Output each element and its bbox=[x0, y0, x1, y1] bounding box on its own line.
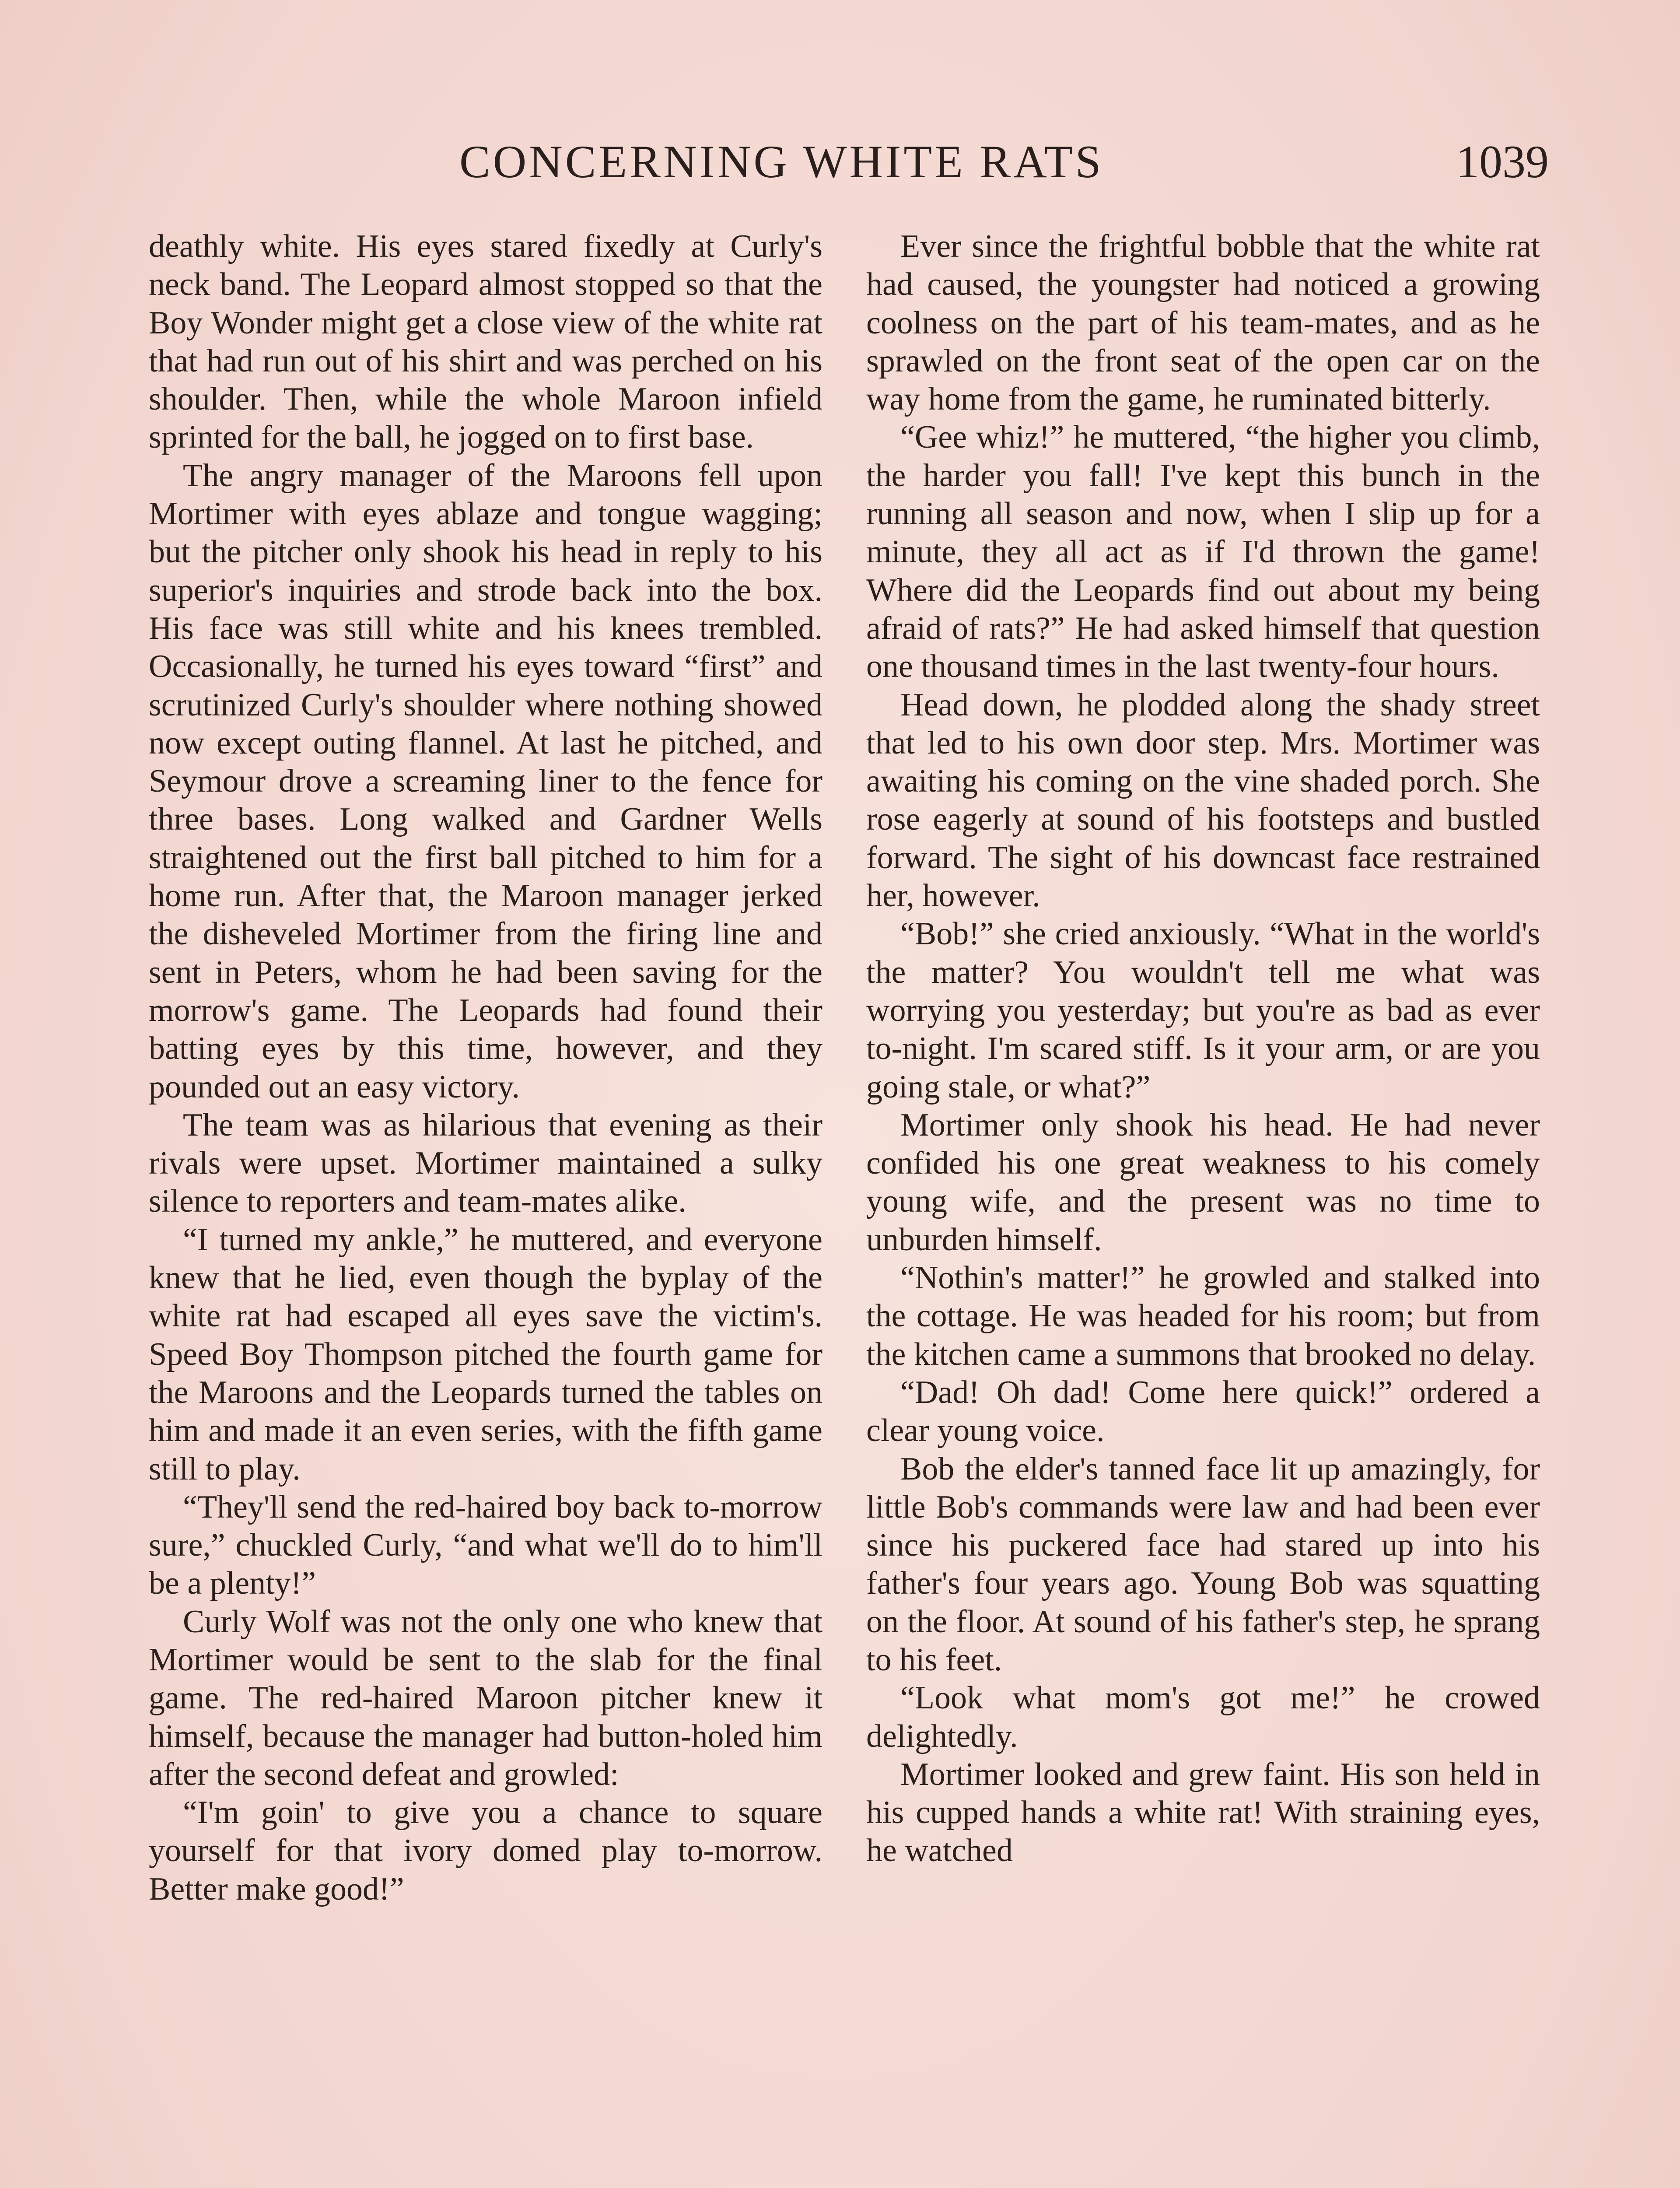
page-number: 1039 bbox=[1456, 136, 1549, 187]
paragraph: “I'm goin' to give you a chance to square yourself for that ivory domed play to-morrow. Better make good!” bbox=[149, 1795, 822, 1907]
paragraph: deathly white. His eyes stared fixedly at Curly's neck band. The Leopard almost stopped so that the Boy Wonder might get a close view of the white rat that had run out of his shirt and was perched on his shoulder. Then, while the whole Maroon infield sprinted for the ball, he jogged on to first base. bbox=[149, 228, 822, 456]
page-header bbox=[149, 131, 1549, 193]
text-columns bbox=[149, 228, 1540, 2188]
paragraph: Mortimer only shook his head. He had never confided his one great weakness to his comely young wife, and the present was no time to unburden himself. bbox=[866, 1107, 1540, 1258]
paragraph: “Gee whiz!” he muttered, “the higher you climb, the harder you fall! I've kept this bunch in the running all season and now, when I slip up for a minute, they all act as if I'd thrown the game! Where did the Leopards find out about my being afraid of rats?” He had asked himself that question one thousand times in the last twenty-four hours. bbox=[866, 419, 1540, 685]
running-title: CONCERNING WHITE RATS bbox=[459, 136, 1104, 187]
paragraph: Ever since the frightful bobble that the white rat had caused, the youngster had noticed a growing coolness on the part of his team-mates, and as he sprawled on the front seat of the open car on the way home from the game, he ruminated bitterly. bbox=[866, 228, 1540, 417]
paragraph: The team was as hilarious that evening as their rivals were upset. Mortimer maintained a sulky silence to reporters and team-mates alike. bbox=[149, 1107, 822, 1220]
paragraph: The angry manager of the Maroons fell upon Mortimer with eyes ablaze and tongue wagging; but the pitcher only shook his head in reply to his superior's inquiries and strode back into the box. His face was still white and his knees trembled. Occasionally, he turned his eyes toward “first” and scrutinized Curly's shoulder where nothing showed now except outing flannel. At last he pitched, and Seymour drove a screaming liner to the fence for three bases. Long walked and Gardner Wells straightened out the first ball pitched to him for a home run. After that, the Maroon manager jerked the disheveled Mortimer from the firing line and sent in Peters, whom he had been saving for the morrow's game. The Leopards had found their batting eyes by this time, however, and they pounded out an easy victory. bbox=[149, 457, 822, 1105]
left-column bbox=[149, 228, 822, 2188]
paragraph: Head down, he plodded along the shady street that led to his own door step. Mrs. Mortimer was awaiting his coming on the vine shaded porch. She rose eagerly at sound of his footsteps and bustled forward. The sight of his downcast face restrained her, however. bbox=[866, 687, 1540, 914]
right-column bbox=[866, 228, 1540, 2188]
paragraph: “Dad! Oh dad! Come here quick!” ordered a clear young voice. bbox=[866, 1374, 1540, 1449]
paragraph: “Nothin's matter!” he growled and stalked into the cottage. He was headed for his room; but from the kitchen came a summons that brooked no delay. bbox=[866, 1260, 1540, 1372]
paragraph: “They'll send the red-haired boy back to-morrow sure,” chuckled Curly, “and what we'll do to him'll be a plenty!” bbox=[149, 1489, 822, 1602]
paragraph: Curly Wolf was not the only one who knew that Mortimer would be sent to the slab for the final game. The red-haired Maroon pitcher knew it himself, because the manager had button-holed him after the second defeat and growled: bbox=[149, 1603, 822, 1792]
paragraph: “Bob!” she cried anxiously. “What in the world's the matter? You wouldn't tell me what was worrying you yesterday; but you're as bad as ever to-night. I'm scared stiff. Is it your arm, or are you going stale, or what?” bbox=[866, 916, 1540, 1105]
paragraph: Bob the elder's tanned face lit up amazingly, for little Bob's commands were law and had been ever since his puckered face had stared up into his father's four years ago. Young Bob was squatting on the floor. At sound of his father's step, he sprang to his feet. bbox=[866, 1451, 1540, 1678]
paragraph: Mortimer looked and grew faint. His son held in his cupped hands a white rat! With straining eyes, he watched bbox=[866, 1756, 1540, 1869]
paragraph: “Look what mom's got me!” he crowed delightedly. bbox=[866, 1680, 1540, 1754]
paragraph: “I turned my ankle,” he muttered, and everyone knew that he lied, even though the byplay of the white rat had escaped all eyes save the victim's. Speed Boy Thompson pitched the fourth game for the Maroons and the Leopards turned the tables on him and made it an even series, with the fifth game still to play. bbox=[149, 1221, 822, 1487]
